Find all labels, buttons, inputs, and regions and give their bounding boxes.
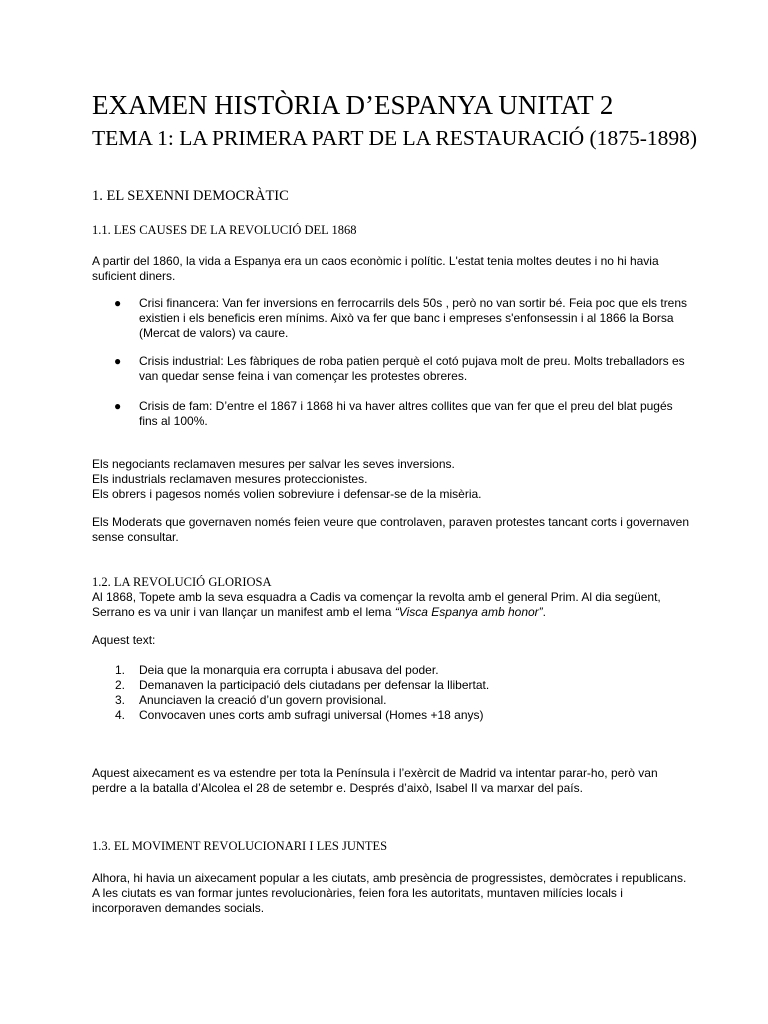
text-line: existien i els beneficis eren mínims. Això va fer que banc i empreses s'enfonsessin i al 1866 la Borsa <box>139 311 674 325</box>
text-span: . <box>542 605 547 619</box>
bullet-marker: ● <box>114 296 122 310</box>
text-line: (Mercat de valors) va caure. <box>139 326 289 340</box>
text-line: A partir del 1860, la vida a Espanya era un caos econòmic i polític. L'estat tenia moltes deutes i no hi havia <box>92 254 659 268</box>
text-line: Crisis de fam: D’entre el 1867 i 1868 hi va haver altres collites que van fer que el preu del blat pugés <box>139 399 673 413</box>
text-line: fins al 100%. <box>139 414 208 428</box>
text-line: Els Moderats que governaven només feien veure que controlaven, paraven protestes tancant corts i governaven <box>92 515 690 529</box>
text-line: sense consultar. <box>92 530 179 544</box>
list-number: 1. <box>115 663 126 677</box>
section-heading-sexenni: 1. EL SEXENNI DEMOCRÀTIC <box>92 188 289 204</box>
text-line: Al 1868, Topete amb la seva esquadra a Cadis va començar la revolta amb el general Prim. Al dia següent, <box>92 590 661 604</box>
text-line: Els obrers i pagesos només volien sobreviure i defensar-se de la misèria. <box>92 487 482 501</box>
list-number: 4. <box>115 708 126 722</box>
text-line: Crisi financera: Van fer inversions en ferrocarrils dels 50s , però no van sortir bé. Feia poc que els trens <box>139 296 688 310</box>
text-line: Els negociants reclamaven mesures per salvar les seves inversions. <box>92 457 455 471</box>
lema-quote: “Visca Espanya amb honor” <box>394 605 543 619</box>
bullet-marker: ● <box>114 399 122 413</box>
list-item-text: Demanaven la participació dels ciutadans per defensar la llibertat. <box>139 678 490 692</box>
list-number: 2. <box>115 678 126 692</box>
paragraph-juntes <box>92 871 687 916</box>
bullet-marker: ● <box>114 354 122 368</box>
list-item-text: Deia que la monarquia era corrupta i abusava del poder. <box>139 663 439 677</box>
subsection-heading-causes: 1.1. LES CAUSES DE LA REVOLUCIÓ DEL 1868 <box>92 223 357 237</box>
paragraph-groups <box>92 457 682 502</box>
subsection-heading-moviment: 1.3. EL MOVIMENT REVOLUCIONARI I LES JUNTES <box>92 839 388 853</box>
paragraph-aixecament <box>92 766 682 796</box>
text-span: Serrano es va unir i van llançar un manifest amb el lema <box>92 605 395 619</box>
text-line: Els industrials reclamaven mesures proteccionistes. <box>92 472 368 486</box>
paragraph-intro <box>92 254 682 284</box>
list-item-text: Anunciaven la creació d’un govern provisional. <box>139 693 387 707</box>
subsection-heading-revolucio-gloriosa: 1.2. LA REVOLUCIÓ GLORIOSA <box>92 575 272 589</box>
text-line: Aquest text: <box>92 633 156 647</box>
list-item-text: Convocaven unes corts amb sufragi universal (Homes +18 anys) <box>139 708 484 722</box>
text-line: van quedar sense feina i van començar les protestes obreres. <box>139 369 468 383</box>
list-number: 3. <box>115 693 126 707</box>
text-line: Aquest aixecament es va estendre per tota la Península i l’exèrcit de Madrid va intentar parar-ho, però van <box>92 766 658 780</box>
paragraph-aquest-text <box>92 633 682 648</box>
text-line: incorporaven demandes socials. <box>92 901 265 915</box>
text-line: Crisis industrial: Les fàbriques de roba patien perquè el cotó pujava molt de preu. Molts treballadors es <box>139 354 685 368</box>
text-line: perdre a la batalla d’Alcolea el 28 de setembr e. Després d’això, Isabel II va marxar del país. <box>92 781 583 795</box>
document-title: EXAMEN HISTÒRIA D’ESPANYA UNITAT 2 <box>92 90 614 120</box>
text-line: suficient diners. <box>92 269 176 283</box>
paragraph-moderats <box>92 515 690 545</box>
text-line: A les ciutats es van formar juntes revolucionàries, feien fora les autoritats, muntaven milícies locals i <box>92 886 623 900</box>
text-line: Alhora, hi havia un aixecament popular a les ciutats, amb presència de progressistes, demòcrates i republicans. <box>92 871 687 885</box>
paragraph-revolucio <box>92 590 682 620</box>
text-line <box>92 605 682 620</box>
document-subtitle: TEMA 1: LA PRIMERA PART DE LA RESTAURACIÓ (1875-1898) <box>92 126 698 150</box>
